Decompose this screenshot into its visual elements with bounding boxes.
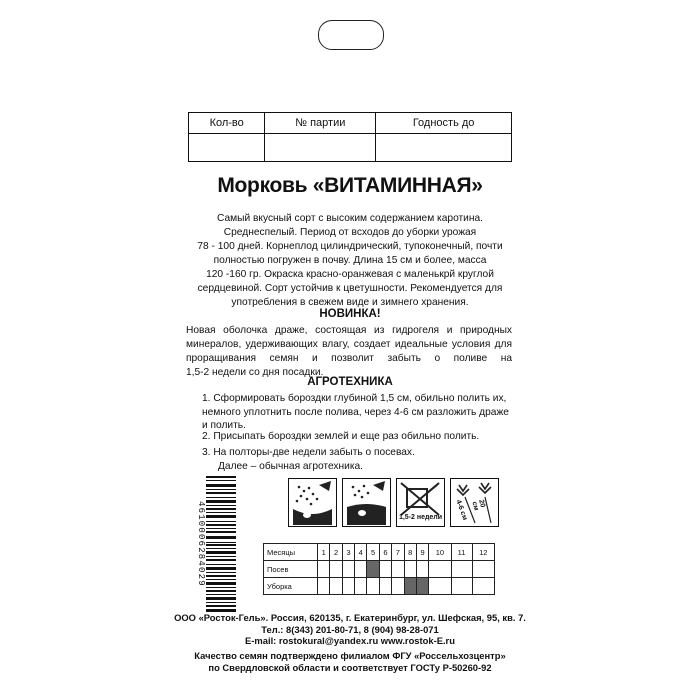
description-line: Самый вкусный сорт с высоким содержанием каротина. [217,213,483,224]
expiry-value [376,134,512,162]
description-line: употребления в свежем виде и зимнего хранения. [231,297,469,308]
novelty-line: проращивания семян и позволит забыть о поливе на [186,353,512,364]
calendar-cell [318,578,330,595]
quantity-header: Кол-во [189,113,265,134]
calendar-cell [379,578,391,595]
depth-label-a: 4-6 см [454,499,469,522]
month-cell: 7 [392,544,404,561]
calendar-cell [355,578,367,595]
novelty-line: Новая оболочка драже, состоящая из гидрогеля и природных [186,325,512,336]
calendar-cell [451,561,472,578]
calendar-cell [429,578,451,595]
calendar-cell [416,578,428,595]
novelty-line: 1,5-2 недели со дня посадки. [186,367,324,378]
agro-step-line: 3. На полторы-две недели забыть о посевах. [202,447,415,458]
description-line: 120 -160 гр. Окраска красно-оранжевая с маленькрй круглой [206,269,494,280]
certification-line: Качество семян подтверждено филиалом ФГУ «Россельхозцентр» [194,650,506,661]
calendar-cell [342,578,354,595]
company-info [0,612,700,647]
covering-soil-icon [342,478,391,527]
product-title: Морковь «ВИТАМИННАЯ» [217,174,483,197]
agro-step-3 [202,446,522,473]
calendar-row-harvest [264,578,495,595]
calendar-cell [355,561,367,578]
month-cell: 11 [451,544,472,561]
sowing-calendar [263,543,495,595]
sowing-label: Посев [264,561,318,578]
description-line: 78 - 100 дней. Корнеплод цилиндрический, тупоконечный, почти [197,241,503,252]
calendar-cell [392,561,404,578]
novelty-heading: НОВИНКА! [319,308,381,320]
calendar-cell [330,561,342,578]
calendar-cell [451,578,472,595]
agro-step-2 [202,430,522,444]
months-label: Месяцы [264,544,318,561]
batch-info-table [188,112,512,162]
batch-number-value [265,134,376,162]
calendar-cell [342,561,354,578]
description-line: Среднеспелый. Период от всходов до уборки урожая [223,227,477,238]
agro-step-line: немного уплотнить после полива, через 4-6 см разложить драже [202,406,509,418]
watering-furrow-icon [288,478,337,527]
certification [0,650,700,673]
calendar-row-sowing [264,561,495,578]
calendar-cell [367,561,379,578]
description-line: полностью погружен в почву. Длина 15 см и более, масса [213,255,487,266]
barcode-icon [206,476,236,612]
month-cell: 6 [379,544,391,561]
batch-number-header: № партии [265,113,376,134]
month-cell: 10 [429,544,451,561]
expiry-header: Годность до [376,113,512,134]
company-phone: Тел.: 8(343) 201-80-71, 8 (904) 98-28-071 [261,623,439,635]
calendar-cell [429,561,451,578]
calendar-cell [404,578,416,595]
calendar-cell [416,561,428,578]
month-cell: 3 [342,544,354,561]
company-contacts: E-mail: rostokural@yandex.ru www.rostok-E.ru [245,635,455,646]
agro-step-line: и полить. [202,420,246,431]
month-cell: 9 [416,544,428,561]
agro-step-line: 1. Сформировать бороздки глубиной 1,5 см, обильно полить их, [202,393,507,404]
novelty-text [186,324,512,380]
calendar-header-row [264,544,495,561]
month-cell: 4 [355,544,367,561]
certification-line: по Свердловской области и соответствует ГОСТу Р-50260-92 [208,661,492,673]
month-cell: 8 [404,544,416,561]
agro-step-line: 2. Присыпать бороздки землей и еще раз обильно полить. [202,431,480,442]
calendar-cell [367,578,379,595]
company-address: ООО «Росток-Гель». Россия, 620135, г. Екатеринбург, ул. Шефская, 95, кв. 7. [174,612,526,623]
agro-step-line: Далее – обычная агротехника. [218,460,364,472]
hang-hole [318,20,384,50]
calendar-cell [472,578,494,595]
month-cell: 1 [318,544,330,561]
no-watering-label: 1,5-2 недели [398,514,443,521]
agro-step-1 [202,392,522,433]
month-cell: 12 [472,544,494,561]
planting-depth-icon [450,478,499,527]
month-cell: 5 [367,544,379,561]
depth-label-b: 20 см [470,499,487,512]
calendar-cell [404,561,416,578]
calendar-cell [392,578,404,595]
calendar-cell [318,561,330,578]
description [170,212,530,310]
barcode-digits: 4610006284029 [196,501,206,587]
agro-heading: АГРОТЕХНИКА [307,376,393,388]
harvest-label: Уборка [264,578,318,595]
calendar-cell [472,561,494,578]
calendar-cell [330,578,342,595]
description-line: сердцевиной. Сорт устойчив к цветушности. Рекомендуется для [197,283,503,294]
quantity-value [189,134,265,162]
month-cell: 2 [330,544,342,561]
calendar-cell [379,561,391,578]
novelty-line: минералов, удерживающих влагу, создает идеальные условия для [186,339,512,350]
no-watering-icon [396,478,445,527]
